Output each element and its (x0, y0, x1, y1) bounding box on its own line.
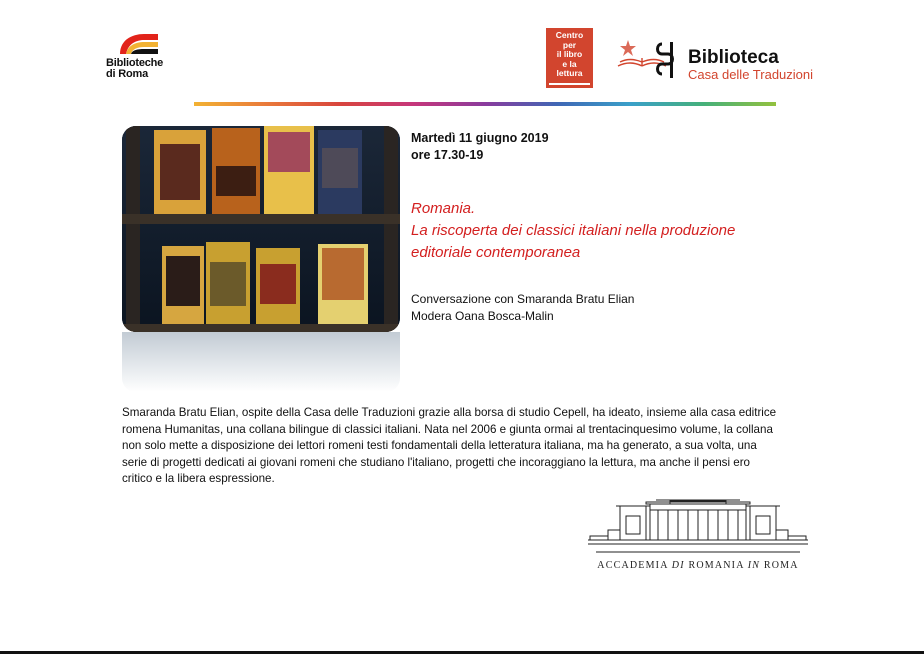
bookshelf-image (122, 126, 400, 332)
event-title-line: editoriale contemporanea (411, 244, 581, 261)
centro-per-il-libro-logo (546, 28, 593, 88)
logo-line-2: di Roma (106, 68, 148, 80)
event-title-line: Romania. (411, 200, 476, 217)
event-speakers (411, 291, 634, 325)
caption-part: ACCADEMIA (597, 560, 672, 571)
description-line: serie di progetti dedicati ai giovani romeni che studiano l'italiano, progetti che incoraggiano la lettura, ma anche il pensi ero (122, 455, 751, 469)
conversation-line: Conversazione con Smaranda Bratu Elian (411, 292, 635, 306)
biblioteca-subtitle: Casa delle Traduzioni (688, 67, 814, 82)
accademia-di-romania-logo (586, 496, 810, 576)
biblioteca-casa-traduzioni-logo (616, 36, 816, 84)
book-logo-icon (114, 30, 162, 58)
description-line: Smaranda Bratu Elian, ospite della Casa delle Traduzioni grazie alla borsa di studio Cepell, ha ideato, insieme alla casa editrice (122, 406, 777, 419)
cepell-underline (549, 83, 590, 85)
cepell-line: per (562, 39, 577, 50)
logo-line-1: Biblioteche (106, 57, 164, 69)
bookshelf-photo (122, 126, 400, 332)
moderator-line: Modera Oana Bosca-Malin (411, 309, 554, 323)
rainbow-divider (194, 102, 776, 106)
building-facade-icon (586, 496, 810, 556)
event-time: ore 17.30-19 (411, 148, 484, 162)
event-datetime (411, 130, 549, 164)
accademia-caption (586, 560, 810, 571)
caption-part: ROMANIA (684, 560, 748, 571)
event-description (122, 405, 812, 488)
cepell-line: Centro (555, 30, 584, 40)
cepell-line: lettura (556, 68, 583, 78)
description-line: romena Humanitas, una collana bilingue di classici italiani. Nata nel 2006 e giunta ormai al trentacinquesimo volume, la collana (122, 422, 773, 436)
cepell-line: il libro (556, 49, 583, 59)
event-date: Martedì 11 giugno 2019 (411, 131, 549, 145)
description-line: non solo mette a disposizione dei lettori romeni testi fondamentali della letteratura italiana, ma ha generato, a sua volta, una (122, 439, 757, 452)
cepell-line: e la (562, 58, 577, 69)
caption-part-italic: DI (671, 560, 685, 571)
biblioteca-title: Biblioteca (688, 47, 779, 68)
caption-part-italic: IN (747, 560, 761, 571)
biblioteche-di-roma-logo (106, 30, 186, 82)
event-title-line: La riscoperta dei classici italiani nella produzione (411, 222, 736, 239)
event-title (411, 198, 791, 264)
caption-part: ROMA (760, 560, 799, 571)
open-book-logo-icon (616, 36, 688, 84)
description-line: critico e la libera espressione. (122, 472, 275, 485)
photo-reflection (122, 332, 400, 392)
